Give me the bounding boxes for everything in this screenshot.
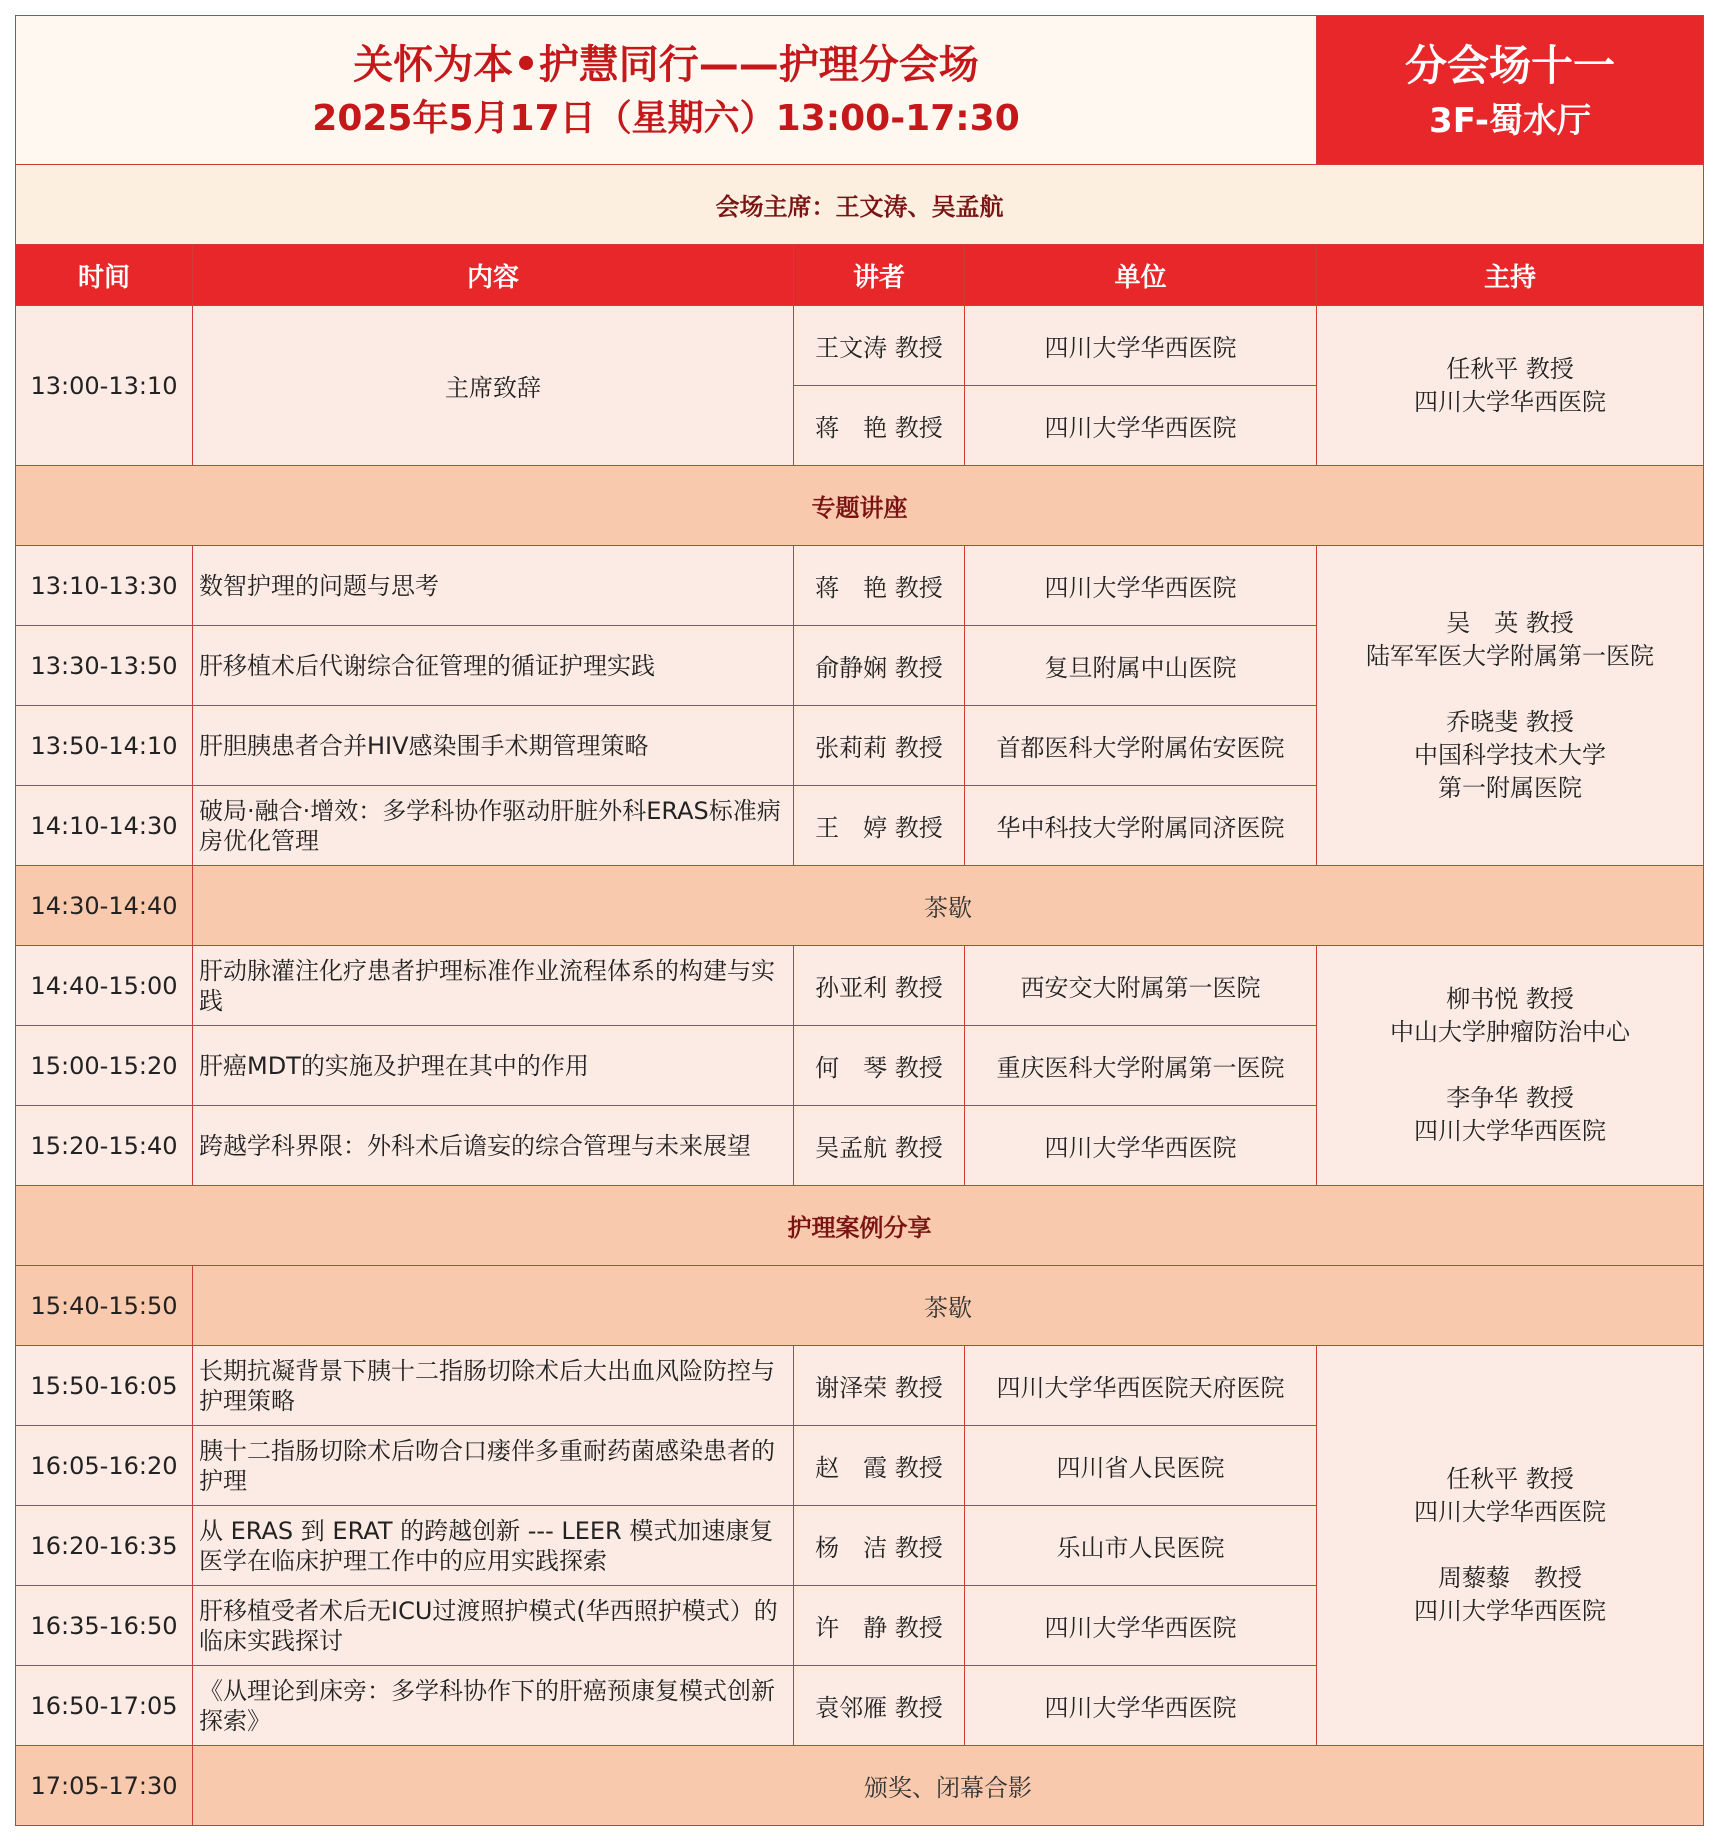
header-banner <box>16 16 1317 165</box>
host-unit: 四川大学华西医院 <box>1414 387 1607 416</box>
row-content: 跨越学科界限：外科术后谵妄的综合管理与未来展望 <box>193 1106 794 1186</box>
row-time: 14:10-14:30 <box>16 786 193 866</box>
row-content: 长期抗凝背景下胰十二指肠切除术后大出血风险防控与护理策略 <box>193 1346 794 1426</box>
host-cell <box>1317 306 1704 466</box>
host-unit: 中国科学技术大学 <box>1414 740 1607 769</box>
row-speaker: 王 婷 教授 <box>794 786 965 866</box>
row-speaker: 谢泽荣 教授 <box>794 1346 965 1426</box>
row-unit: 四川大学华西医院天府医院 <box>965 1346 1317 1426</box>
table-row <box>16 306 1704 386</box>
row-unit: 华中科技大学附属同济医院 <box>965 786 1317 866</box>
table-row <box>16 946 1704 1026</box>
row-time: 14:40-15:00 <box>16 946 193 1026</box>
host-name: 李争华 教授 <box>1446 1084 1574 1112</box>
column-header-time: 时间 <box>16 245 193 306</box>
agenda-sheet <box>15 15 1703 1826</box>
row-unit: 四川大学华西医院 <box>965 546 1317 626</box>
break-label: 茶歇 <box>193 1266 1704 1346</box>
row-unit: 四川大学华西医院 <box>965 1666 1317 1746</box>
row-time: 13:30-13:50 <box>16 626 193 706</box>
row-unit: 乐山市人民医院 <box>965 1506 1317 1586</box>
column-header-content: 内容 <box>193 245 794 306</box>
closing-time: 17:05-17:30 <box>16 1746 193 1826</box>
row-speaker: 袁邻雁 教授 <box>794 1666 965 1746</box>
row-content: 肝胆胰患者合并HIV感染围手术期管理策略 <box>193 706 794 786</box>
row-content: 《从理论到床旁：多学科协作下的肝癌预康复模式创新探索》 <box>193 1666 794 1746</box>
break-time: 14:30-14:40 <box>16 866 193 946</box>
row-unit: 复旦附属中山医院 <box>965 626 1317 706</box>
row-speaker: 蒋 艳 教授 <box>794 546 965 626</box>
room-name: 3F-蜀水厅 <box>1429 101 1591 141</box>
host-cell <box>1317 546 1704 866</box>
row-speaker: 吴孟航 教授 <box>794 1106 965 1186</box>
row-content: 破局·融合·增效：多学科协作驱动肝脏外科ERAS标准病房优化管理 <box>193 786 794 866</box>
venue-name: 分会场十一 <box>1405 41 1616 90</box>
break-label: 茶歇 <box>193 866 1704 946</box>
row-unit: 四川大学华西医院 <box>965 386 1317 466</box>
host-cell <box>1317 946 1704 1186</box>
row-unit: 首都医科大学附属佑安医院 <box>965 706 1317 786</box>
session-chair: 会场主席：王文涛、吴孟航 <box>16 165 1704 245</box>
row-unit: 西安交大附属第一医院 <box>965 946 1317 1026</box>
host-unit: 中山大学肿瘤防治中心 <box>1390 1018 1631 1046</box>
column-header-speaker: 讲者 <box>794 245 965 306</box>
session-date: 2025年5月17日（星期六）13:00-17:30 <box>312 98 1020 139</box>
venue-box <box>1317 16 1704 165</box>
host-name: 周藜藜 教授 <box>1438 1564 1583 1592</box>
row-content: 胰十二指肠切除术后吻合口瘘伴多重耐药菌感染患者的护理 <box>193 1426 794 1506</box>
row-time: 16:35-16:50 <box>16 1586 193 1666</box>
column-header-host: 主持 <box>1317 245 1704 306</box>
row-speaker: 赵 霞 教授 <box>794 1426 965 1506</box>
column-header-unit: 单位 <box>965 245 1317 306</box>
row-speaker: 蒋 艳 教授 <box>794 386 965 466</box>
section-header: 护理案例分享 <box>16 1186 1704 1266</box>
host-unit: 第一附属医院 <box>1438 773 1583 802</box>
row-unit: 四川大学华西医院 <box>965 306 1317 386</box>
row-time: 16:20-16:35 <box>16 1506 193 1586</box>
host-unit: 四川大学华西医院 <box>1414 1117 1607 1145</box>
table-row <box>16 1346 1704 1426</box>
row-speaker: 俞静娴 教授 <box>794 626 965 706</box>
host-unit: 四川大学华西医院 <box>1414 1597 1607 1625</box>
row-content: 肝癌MDT的实施及护理在其中的作用 <box>193 1026 794 1106</box>
row-speaker: 张莉莉 教授 <box>794 706 965 786</box>
row-content: 从 ERAS 到 ERAT 的跨越创新 --- LEER 模式加速康复医学在临床护理工作中的应用实践探索 <box>193 1506 794 1586</box>
row-unit: 四川大学华西医院 <box>965 1106 1317 1186</box>
row-time: 16:50-17:05 <box>16 1666 193 1746</box>
closing-label: 颁奖、闭幕合影 <box>193 1746 1704 1826</box>
host-unit: 陆军军医大学附属第一医院 <box>1366 641 1655 670</box>
row-time: 13:50-14:10 <box>16 706 193 786</box>
host-unit: 四川大学华西医院 <box>1414 1498 1607 1526</box>
row-time: 13:10-13:30 <box>16 546 193 626</box>
row-time: 13:00-13:10 <box>16 306 193 466</box>
host-cell <box>1317 1346 1704 1746</box>
row-content: 数智护理的问题与思考 <box>193 546 794 626</box>
row-speaker: 王文涛 教授 <box>794 306 965 386</box>
table-row <box>16 546 1704 626</box>
row-time: 15:50-16:05 <box>16 1346 193 1426</box>
agenda-table <box>15 15 1704 1826</box>
host-name: 吴 英 教授 <box>1446 608 1574 637</box>
row-unit: 四川大学华西医院 <box>965 1586 1317 1666</box>
row-content: 肝移植术后代谢综合征管理的循证护理实践 <box>193 626 794 706</box>
row-unit: 四川省人民医院 <box>965 1426 1317 1506</box>
host-name: 任秋平 教授 <box>1446 1465 1574 1493</box>
row-speaker: 许 静 教授 <box>794 1586 965 1666</box>
row-content: 主席致辞 <box>193 306 794 466</box>
row-time: 15:00-15:20 <box>16 1026 193 1106</box>
break-time: 15:40-15:50 <box>16 1266 193 1346</box>
host-name: 任秋平 教授 <box>1446 354 1574 383</box>
row-speaker: 孙亚利 教授 <box>794 946 965 1026</box>
row-speaker: 杨 洁 教授 <box>794 1506 965 1586</box>
host-name: 柳书悦 教授 <box>1446 985 1574 1013</box>
row-speaker: 何 琴 教授 <box>794 1026 965 1106</box>
section-header: 专题讲座 <box>16 466 1704 546</box>
row-unit: 重庆医科大学附属第一医院 <box>965 1026 1317 1106</box>
page-title: 关怀为本•护慧同行——护理分会场 <box>353 42 979 88</box>
row-time: 15:20-15:40 <box>16 1106 193 1186</box>
row-time: 16:05-16:20 <box>16 1426 193 1506</box>
host-name: 乔晓斐 教授 <box>1446 707 1574 736</box>
row-content: 肝移植受者术后无ICU过渡照护模式(华西照护模式）的临床实践探讨 <box>193 1586 794 1666</box>
row-content: 肝动脉灌注化疗患者护理标准作业流程体系的构建与实践 <box>193 946 794 1026</box>
